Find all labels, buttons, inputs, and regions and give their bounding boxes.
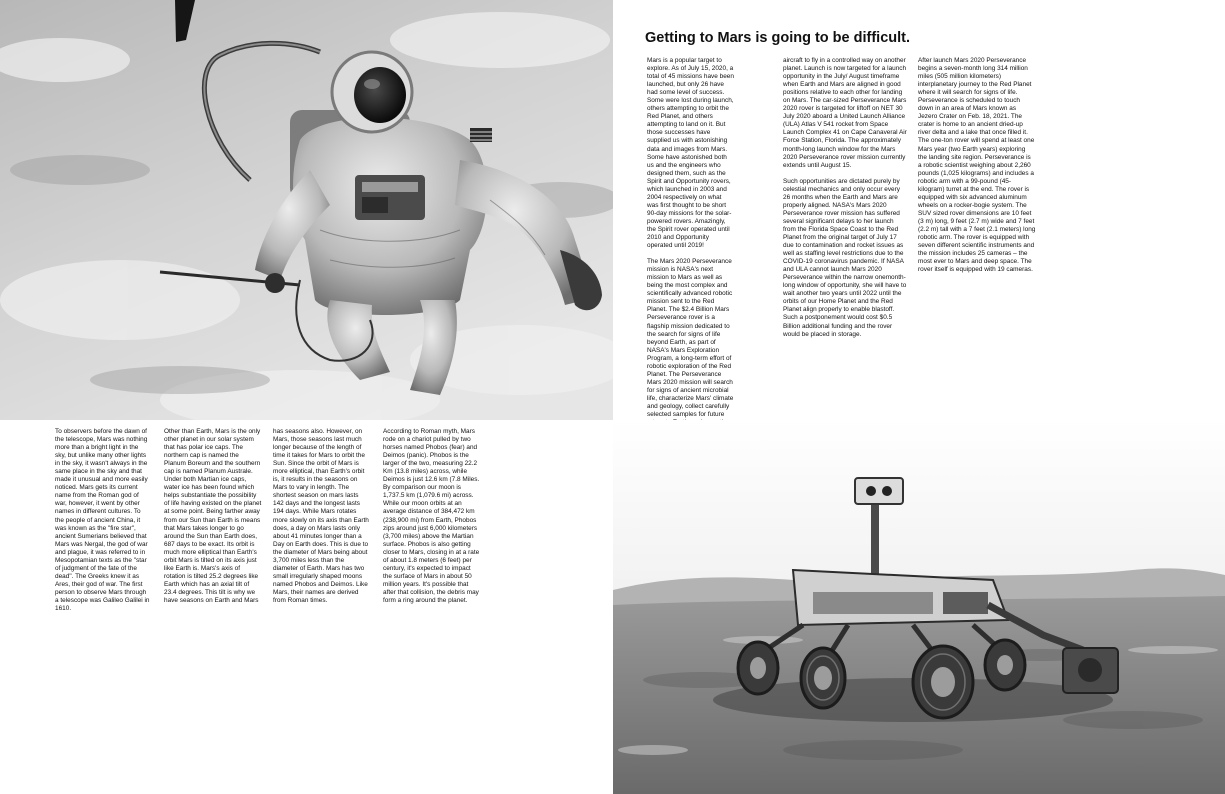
text-column-bottom-2	[164, 428, 262, 605]
text-column-top-3	[918, 57, 1036, 274]
text-column-top-2	[783, 57, 907, 339]
paragraph: After launch Mars 2020 Perseverance begins a seven-month long 314 million miles (505 million kilometers) interplanetary journey to the Red Planet where it will search for signs of life. Perseverance is scheduled to touch down in an area of Mars known as Jezero Crater on Feb. 18, 2021. The crater is home to an ancient dried-up river delta and a lake that once filled it. The one-ton rover will spend at least one Mars year (two Earth years) exploring the landing site region. Perseverance is a robotic scientist weighing about 2,260 pounds (1,025 kilograms) and includes a robotic arm with a 99-pound (45-kilogram) turret at the end. The rover is equipped with six advanced aluminum wheels on a rocker-bogie system. The SUV sized rover dimensions are 10 feet (3 m) long, 9 feet (2.7 m) wide and 7 feet (2.2 m) tall with a 7 feet (2.1 meters) long robotic arm. The rover is equipped with seven different scientific instruments and the mission includes 25 cameras – the most ever to Mars and deep space. The rover itself is equipped with 19 cameras.	[918, 57, 1036, 274]
article-headline: Getting to Mars is going to be difficult.	[645, 30, 911, 46]
paragraph: aircraft to fly in a controlled way on another planet. Launch is now targeted for a launch opportunity in the July/ August timeframe when Earth and Mars are aligned in good positions relative to each other for landing on Mars. The car-sized Perseverance Mars 2020 rover is targeted for liftoff on NET 30 July 2020 aboard a United Launch Alliance (ULA) Atlas V 541 rocket from Space Launch Complex 41 on Cape Canaveral Air Force Station, Florida. The approximately month-long launch window for the Mars 2020 Perseverance rover mission currently extends until August 15.	[783, 57, 907, 169]
paragraph: According to Roman myth, Mars rode on a chariot pulled by two horses named Phobos (fear) and Deimos (panic). Phobos is the larger of the two, measuring 22.2 Km (13.8 miles) across, while Deimos is just 12.6 km (7.8 Miles. By comparison our moon is 1,737.5 km (1,079.6 mi) across. While our moon orbits at an average distance of 384,472 km (238,900 mi) from Earth, Phobos zips around just 6,000 kilometers (3,700 miles) above the Martian surface. Phobos is also getting closer to Mars, closing in at a rate of about 1.8 meters (6 feet) per century, it's expected to impact the surface of Mars in about 50 million years. It's possible that after that collision, the debris may form a ring around the planet.	[383, 428, 480, 604]
mars-rover-photo	[613, 420, 1225, 794]
paragraph: has seasons also. However, on Mars, those seasons last much longer because of the length of time it takes for Mars to orbit the Sun. Since the orbit of Mars is more elliptical, than Earth's orbit is, it results in the seasons on Mars to vary in length. The shortest season on mars lasts 142 days and the longest lasts 194 days. While Mars rotates more slowly on its axis than Earth does, a day on Mars lasts only about 41 minutes longer than a Day on Earth does. This is due to the diameter of Mars being about 3,700 miles less than the diameter of Earth. Mars has two small irregularly shaped moons named Phobos and Deimos. Like Mars, their names are derived from Roman times.	[273, 428, 369, 604]
paragraph: Mars is a popular target to explore. As of July 15, 2020, a total of 45 missions have been launched, but only 26 have had some level of success. Some were lost during launch, others attempting to orbit the Red Planet, and others attempting to land on it. But those successes have supplied us with astonishing data and images from Mars. Some have astonished both us and the engineers who designed them, such as the Spirit and Opportunity rovers, which launched in 2003 and 2004 respectively on what was first thought to be short 90-day missions for the solar-powered rovers. Amazingly, the Spirit rover operated until 2010 and Opportunity operated until 2019!	[647, 57, 734, 250]
paragraph: The Mars 2020 Perseverance mission is NASA's next mission to Mars as well as being the most complex and scientifically advanced robotic mission sent to the Red Planet. The $2.4 Billion Mars Perseverance rover is a flagship mission dedicated to the search for signs of life beyond Earth, as part of NASA's Mars Exploration Program, a long-term effort of robotic exploration of the Red Planet. The Perseverance Mars 2020 mission will search for signs of ancient microbial life, characterize Mars' climate and geology, collect carefully selected samples for future	[647, 258, 734, 419]
text-column-bottom-1	[55, 428, 150, 613]
paragraph: Such opportunities are dictated purely by celestial mechanics and only occur every 26 months when the Earth and Mars are properly aligned. NASA's Mars 2020 Perseverance rover mission has suffered several significant delays to her launch from the Florida Space Coast to the Red Planet from the original target of July 17 due to contamination and rocket issues as well as staffing level restrictions due to the COVID-19 coronavirus pandemic. If NASA and ULA cannot launch Mars 2020 Perseverance within the narrow onemonth-long window of opportunity, she will have to wait another two years until 2022 until the orbits of our Home Planet and the Red Planet align properly to enable blastoff. Such a postponement would cost $0.5 Billion additional funding and the rover would be placed in storage.	[783, 177, 907, 338]
text-column-bottom-3	[273, 428, 371, 605]
paragraph: Other than Earth, Mars is the only other planet in our solar system that has polar ice caps. The northern cap is named the Planum Boreum and the southern cap is named Planum Australe. Under both Martian ice caps, water ice has been found which helps substantiate the possibility of life having existed on the planet at some point. Being farther away from our Sun than Earth is means that Mars takes longer to go around the Sun than Earth does, 687 days to be exact. Its orbit is much more elliptical than Earth's orbit Mars is tilted on its axis just like Earth is. Mars's axis of rotation is tilted 25.2 degrees like Earth which has an axial tilt of 23.4 degrees. This tilt is why we have seasons on Earth and Mars	[164, 428, 262, 604]
text-column-bottom-4	[383, 428, 481, 605]
astronaut-spacewalk-photo	[0, 0, 613, 420]
paragraph: To observers before the dawn of the telescope, Mars was nothing more than a bright light in the sky, but unlike many other lights in the sky, it wasn't always in the same place in the sky and that made it unusual and more easily noticed. Mars gets its current name from the Roman god of war, however, it went by other names in different cultures. To the people of ancient China, it was known as the "fire star", ancient Sumerians believed that Mars was Nergal, the god of war and plague, it was referred to in Mesopotamian texts as the "star of judgment of the fate of the dead". The Greeks knew it as Ares, their god of war. The first person to observe Mars through a telescope was Galileo Galilei in 1610.	[55, 428, 150, 613]
